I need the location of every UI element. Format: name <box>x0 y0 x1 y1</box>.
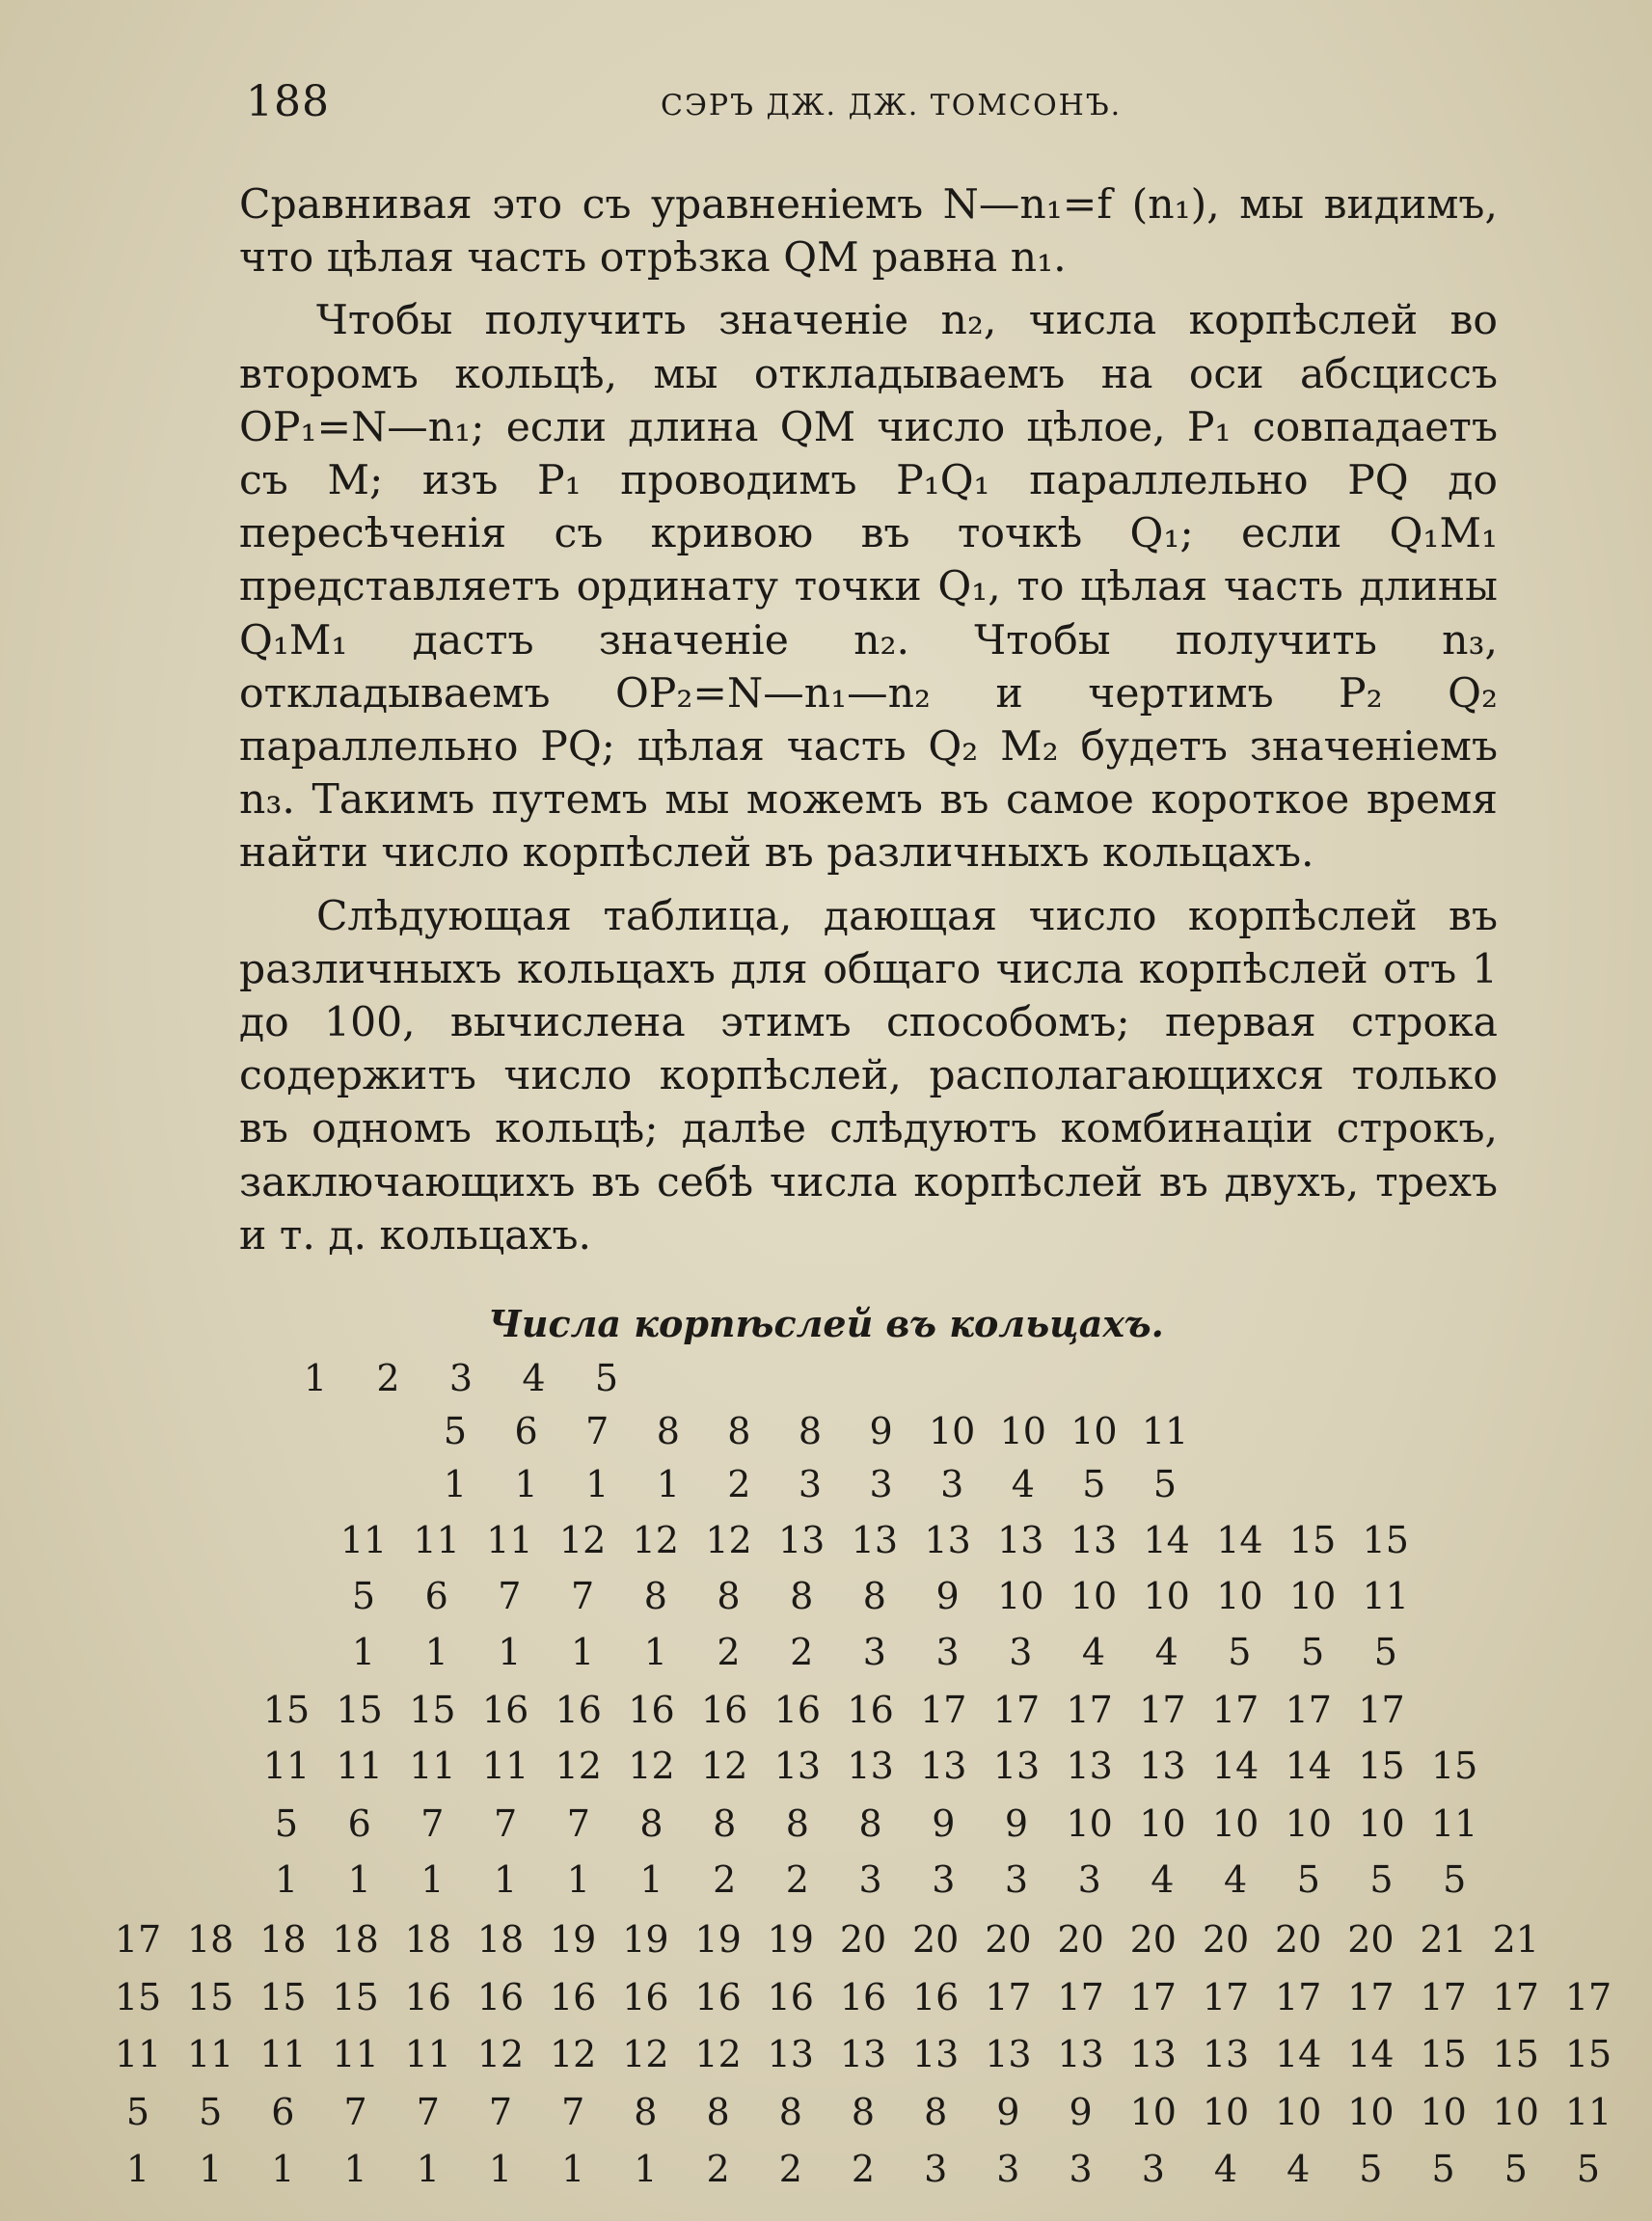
table-cell: 1 <box>125 2148 150 2190</box>
table-cell: 5 <box>443 1410 468 1452</box>
table-cell: 12 <box>705 1519 752 1561</box>
table-cell: 13 <box>1070 1519 1118 1561</box>
table-cell: 13 <box>847 1745 894 1787</box>
table-cell: 10 <box>1420 2091 1467 2133</box>
paragraph: Чтобы получить значеніе n₂, числа корпѣслей во второмъ кольцѣ, мы откладываемъ на оси абсциссъ OP₁=N—n₁; если длина QM число цѣлое, P₁ совпадаетъ съ M; изъ P₁ проводимъ P₁Q₁ параллельно PQ до пересѣченія съ кривою въ точкѣ Q₁; если Q₁M₁ представляетъ ординату точки Q₁, то цѣлая часть длины Q₁M₁ дастъ значеніе n₂. Чтобы получить n₃, откладываемъ OP₂=N—n₁—n₂ и чертимъ P₂ Q₂ параллельно PQ; цѣлая часть Q₂ M₂ будетъ значеніемъ n₃. Такимъ путемъ мы можемъ въ самое короткое время найти число корпѣслей въ различныхъ кольцахъ. <box>239 297 1498 878</box>
table-cell: 15 <box>332 1976 379 2018</box>
table-cell: 7 <box>488 2091 513 2133</box>
table-cell: 16 <box>847 1689 894 1731</box>
table-cell: 13 <box>839 2033 887 2075</box>
table-cell: 9 <box>932 1802 956 1845</box>
table-cell: 13 <box>1202 2033 1250 2075</box>
table-cell: 10 <box>997 1575 1044 1617</box>
table-cell: 5 <box>1228 1631 1252 1673</box>
table-cell: 1 <box>498 1631 522 1673</box>
table-cell: 8 <box>790 1575 814 1617</box>
table-cell: 3 <box>798 1463 823 1505</box>
table-cell: 16 <box>839 1976 887 2018</box>
table-cell: 8 <box>798 1410 823 1452</box>
table-cell: 17 <box>920 1689 967 1731</box>
table-cell: 3 <box>862 1631 886 1673</box>
table-cell: 16 <box>555 1689 602 1731</box>
table-cell: 17 <box>985 1976 1032 2018</box>
table-cell: 1 <box>488 2148 513 2190</box>
table-cell: 6 <box>347 1802 371 1845</box>
table-cell: 3 <box>1141 2148 1165 2190</box>
table-cell: 2 <box>785 1858 809 1901</box>
table-cell: 7 <box>420 1802 445 1845</box>
table-cell: 9 <box>1004 1802 1029 1845</box>
table-cell: 18 <box>259 1918 307 1961</box>
table-cell: 3 <box>1077 1858 1101 1901</box>
table-cell: 14 <box>1285 1745 1332 1787</box>
table-cell: 2 <box>706 2148 730 2190</box>
table-cell: 5 <box>1443 1858 1467 1901</box>
table-cell: 13 <box>920 1745 967 1787</box>
table-cell: 5 <box>1301 1631 1325 1673</box>
table-cell: 8 <box>639 1802 664 1845</box>
table-cell: 4 <box>522 1357 546 1399</box>
table-cell: 16 <box>550 1976 597 2018</box>
table-cell: 10 <box>1070 1410 1118 1452</box>
table-cell: 4 <box>1151 1858 1175 1901</box>
table-cell: 11 <box>259 2033 307 2075</box>
table-cell: 19 <box>767 1918 814 1961</box>
table-cell: 7 <box>343 2091 367 2133</box>
table-cell: 1 <box>514 1463 538 1505</box>
table-cell: 1 <box>494 1858 518 1901</box>
table-cell: 3 <box>924 2148 948 2190</box>
table-cell: 11 <box>404 2033 451 2075</box>
table-cell: 15 <box>1564 2033 1612 2075</box>
table-cell: 17 <box>992 1689 1041 1731</box>
table-cell: 10 <box>1358 1802 1405 1845</box>
table-cell: 12 <box>476 2033 525 2075</box>
table-cell: 8 <box>778 2091 802 2133</box>
table-cell: 1 <box>571 1631 595 1673</box>
table-cell: 5 <box>1082 1463 1106 1505</box>
table-cell: 8 <box>858 1802 882 1845</box>
table-cell: 12 <box>622 2033 669 2075</box>
table-cell: 5 <box>1431 2148 1455 2190</box>
table-cell: 17 <box>1211 1689 1259 1731</box>
table-cell: 5 <box>1576 2148 1601 2190</box>
table-cell: 11 <box>481 1745 529 1787</box>
table-cell: 5 <box>1369 1858 1394 1901</box>
table-cell: 10 <box>1288 1575 1337 1617</box>
table-cell: 11 <box>1141 1410 1189 1452</box>
table-cell: 8 <box>706 2091 730 2133</box>
table-cell: 9 <box>1069 2091 1093 2133</box>
table-cell: 20 <box>839 1918 887 1961</box>
table-cell: 1 <box>643 1631 667 1673</box>
table-cell: 7 <box>566 1802 590 1845</box>
table-cell: 1 <box>420 1858 445 1901</box>
table-cell: 20 <box>912 1918 960 1961</box>
table-cell: 16 <box>701 1689 748 1731</box>
table-cell: 15 <box>1358 1745 1405 1787</box>
table-cell: 11 <box>409 1745 456 1787</box>
table-cell: 5 <box>351 1575 376 1617</box>
table-cell: 19 <box>694 1918 742 1961</box>
table-cell: 10 <box>1492 2091 1539 2133</box>
table-cell: 18 <box>187 1918 234 1961</box>
table-cell: 1 <box>303 1357 328 1399</box>
table-cell: 13 <box>773 1745 822 1787</box>
table-cell: 3 <box>996 2148 1020 2190</box>
table-cell: 5 <box>1373 1631 1397 1673</box>
table-cell: 2 <box>713 1858 737 1901</box>
table-cell: 13 <box>1129 2033 1177 2075</box>
table-cell: 8 <box>785 1802 809 1845</box>
table-cell: 15 <box>1492 2033 1539 2075</box>
table-cell: 10 <box>1216 1575 1263 1617</box>
table-cell: 5 <box>1296 1858 1320 1901</box>
table-cell: 21 <box>1420 1918 1467 1961</box>
table-cell: 6 <box>271 2091 295 2133</box>
table-cell: 6 <box>514 1410 538 1452</box>
table-cell: 5 <box>199 2091 223 2133</box>
table-cell: 1 <box>199 2148 223 2190</box>
table-cell: 11 <box>1362 1575 1409 1617</box>
table-cell: 13 <box>767 2033 814 2075</box>
table-cell: 15 <box>114 1976 162 2018</box>
table-cell: 5 <box>1152 1463 1178 1505</box>
table-cell: 20 <box>1129 1918 1177 1961</box>
table-cell: 13 <box>985 2033 1032 2075</box>
table-cell: 16 <box>622 1976 669 2018</box>
table-cell: 10 <box>1066 1802 1113 1845</box>
table-cell: 5 <box>274 1802 299 1845</box>
table-cell: 7 <box>416 2091 440 2133</box>
table-cell: 15 <box>262 1689 311 1731</box>
table-cell: 17 <box>1358 1689 1405 1731</box>
table-cell: 16 <box>912 1976 960 2018</box>
table-cell: 9 <box>869 1410 893 1452</box>
table-cell: 10 <box>1143 1575 1190 1617</box>
table-cell: 16 <box>628 1689 675 1731</box>
table-cell: 7 <box>561 2091 585 2133</box>
table-cell: 1 <box>416 2148 440 2190</box>
table-cell: 14 <box>1211 1745 1259 1787</box>
table-cell: 1 <box>585 1463 609 1505</box>
table-cell: 9 <box>935 1575 960 1617</box>
table-cell: 2 <box>717 1631 741 1673</box>
table-cell: 17 <box>114 1918 162 1961</box>
table-cell: 3 <box>935 1631 960 1673</box>
table-cell: 3 <box>932 1858 956 1901</box>
table-cell: 15 <box>1420 2033 1467 2075</box>
table-cell: 17 <box>1564 1976 1612 2018</box>
table-cell: 3 <box>869 1463 893 1505</box>
table-cell: 1 <box>561 2148 585 2190</box>
table-cell: 12 <box>555 1745 602 1787</box>
table-cell: 19 <box>622 1918 669 1961</box>
table-cell: 11 <box>1564 2091 1612 2133</box>
table-cell: 11 <box>114 2033 162 2075</box>
table-cell: 3 <box>858 1858 882 1901</box>
table-cell: 17 <box>1275 1976 1322 2018</box>
table-cell: 10 <box>1347 2091 1395 2133</box>
table-cell: 4 <box>1154 1631 1178 1673</box>
table-cell: 3 <box>1009 1631 1033 1673</box>
table-cell: 8 <box>727 1410 751 1452</box>
table-cell: 14 <box>1275 2033 1322 2075</box>
table-cell: 16 <box>481 1689 529 1731</box>
table-cell: 18 <box>476 1918 525 1961</box>
table-cell: 3 <box>1004 1858 1029 1901</box>
table-cell: 17 <box>1347 1976 1395 2018</box>
table-cell: 17 <box>1129 1976 1177 2018</box>
table-cell: 7 <box>498 1575 522 1617</box>
table-cell: 18 <box>332 1918 379 1961</box>
table-cell: 3 <box>1069 2148 1093 2190</box>
table-cell: 1 <box>343 2148 367 2190</box>
table-cell: 6 <box>424 1575 448 1617</box>
table-cell: 16 <box>773 1689 822 1731</box>
table-cell: 12 <box>701 1745 748 1787</box>
table-cell: 13 <box>778 1519 826 1561</box>
paragraph: Сравнивая это съ уравненіемъ N—n₁=f (n₁), мы видимъ, что цѣлая часть отрѣзка QM равна n₁. <box>239 181 1498 283</box>
table-cell: 8 <box>656 1410 680 1452</box>
table-caption: Числа корпѣслей въ кольцахъ. <box>488 1302 1164 1345</box>
table-cell: 12 <box>632 1519 679 1561</box>
table-cell: 1 <box>347 1858 371 1901</box>
table-cell: 15 <box>1431 1745 1478 1787</box>
table-cell: 10 <box>1285 1802 1332 1845</box>
table-cell: 12 <box>694 2033 742 2075</box>
table-cell: 20 <box>1347 1918 1395 1961</box>
table-cell: 13 <box>992 1745 1041 1787</box>
table-cell: 15 <box>187 1976 234 2018</box>
table-cell: 13 <box>1057 2033 1104 2075</box>
table-cell: 11 <box>262 1745 311 1787</box>
table-cell: 5 <box>1503 2148 1528 2190</box>
table-cell: 3 <box>940 1463 964 1505</box>
table-cell: 20 <box>985 1918 1032 1961</box>
table-cell: 13 <box>1066 1745 1113 1787</box>
table-cell: 11 <box>1431 1802 1478 1845</box>
table-cell: 11 <box>187 2033 234 2075</box>
table-cell: 21 <box>1492 1918 1539 1961</box>
table-cell: 1 <box>639 1858 664 1901</box>
table-cell: 12 <box>558 1519 607 1561</box>
table-cell: 15 <box>1288 1519 1337 1561</box>
table-cell: 16 <box>694 1976 742 2018</box>
table-cell: 20 <box>1202 1918 1250 1961</box>
table-cell: 11 <box>332 2033 379 2075</box>
table-cell: 9 <box>996 2091 1020 2133</box>
table-cell: 14 <box>1216 1519 1263 1561</box>
table-cell: 1 <box>566 1858 590 1901</box>
table-cell: 13 <box>1139 1745 1186 1787</box>
table-cell: 13 <box>997 1519 1044 1561</box>
table-cell: 8 <box>924 2091 948 2133</box>
table-cell: 1 <box>424 1631 448 1673</box>
table-cell: 11 <box>413 1519 460 1561</box>
table-cell: 11 <box>486 1519 533 1561</box>
table-cell: 1 <box>656 1463 680 1505</box>
table-cell: 17 <box>1066 1689 1113 1731</box>
table-cell: 12 <box>628 1745 675 1787</box>
table-cell: 17 <box>1057 1976 1104 2018</box>
table-cell: 15 <box>259 1976 307 2018</box>
table-cell: 7 <box>571 1575 595 1617</box>
table-cell: 10 <box>1129 2091 1177 2133</box>
table-cell: 10 <box>1211 1802 1259 1845</box>
table-cell: 4 <box>1286 2148 1311 2190</box>
table-cell: 17 <box>1492 1976 1539 2018</box>
table-cell: 10 <box>1139 1802 1186 1845</box>
table-cell: 19 <box>550 1918 597 1961</box>
paragraph: Слѣдующая таблица, дающая число корпѣслей въ различныхъ кольцахъ для общаго числа корпѣслей отъ 1 до 100, вычислена этимъ способомъ; первая строка содержитъ число корпѣслей, располагающихся только въ одномъ кольцѣ; далѣе слѣдуютъ комбинаціи строкъ, заключающихъ въ себѣ числа корпѣслей въ двухъ, трехъ и т. д. кольцахъ. <box>239 892 1498 1259</box>
table-cell: 10 <box>1070 1575 1118 1617</box>
table-cell: 15 <box>409 1689 456 1731</box>
table-cell: 16 <box>476 1976 525 2018</box>
table-cell: 8 <box>717 1575 741 1617</box>
table-cell: 10 <box>1202 2091 1250 2133</box>
table-cell: 8 <box>634 2091 658 2133</box>
table-cell: 5 <box>125 2091 150 2133</box>
table-cell: 14 <box>1347 2033 1395 2075</box>
table-cell: 10 <box>929 1410 976 1452</box>
table-cell: 1 <box>443 1463 468 1505</box>
table-cell: 13 <box>851 1519 899 1561</box>
table-cell: 8 <box>851 2091 876 2133</box>
table-cell: 3 <box>448 1357 474 1399</box>
table-cell: 2 <box>851 2148 876 2190</box>
table-cell: 15 <box>336 1689 383 1731</box>
table-cell: 4 <box>1213 2148 1238 2190</box>
table-cell: 2 <box>778 2148 802 2190</box>
table-cell: 13 <box>924 1519 971 1561</box>
table-cell: 16 <box>767 1976 814 2018</box>
running-title: СЭРЪ ДЖ. ДЖ. ТОМСОНЪ. <box>661 89 1123 122</box>
table-cell: 8 <box>713 1802 737 1845</box>
table-cell: 8 <box>862 1575 886 1617</box>
table-cell: 10 <box>999 1410 1046 1452</box>
table-cell: 15 <box>1362 1519 1409 1561</box>
table-cell: 16 <box>404 1976 451 2018</box>
table-cell: 4 <box>1224 1858 1248 1901</box>
table-cell: 10 <box>1275 2091 1322 2133</box>
table-cell: 11 <box>339 1519 388 1561</box>
table-cell: 17 <box>1420 1976 1467 2018</box>
table-cell: 4 <box>1011 1463 1035 1505</box>
table-cell: 18 <box>404 1918 451 1961</box>
table-cell: 2 <box>376 1357 400 1399</box>
table-cell: 14 <box>1143 1519 1190 1561</box>
table-cell: 17 <box>1202 1976 1250 2018</box>
table-cell: 5 <box>594 1357 619 1399</box>
table-cell: 1 <box>351 1631 376 1673</box>
table-cell: 20 <box>1275 1918 1322 1961</box>
table-cell: 13 <box>912 2033 960 2075</box>
table-cell: 1 <box>274 1858 299 1901</box>
page-number: 188 <box>246 77 330 126</box>
table-cell: 5 <box>1359 2148 1383 2190</box>
table-cell: 20 <box>1057 1918 1104 1961</box>
table-cell: 2 <box>790 1631 814 1673</box>
table-cell: 1 <box>271 2148 295 2190</box>
table-cell: 11 <box>336 1745 383 1787</box>
table-cell: 7 <box>494 1802 518 1845</box>
table-cell: 4 <box>1081 1631 1106 1673</box>
table-cell: 1 <box>634 2148 658 2190</box>
table-cell: 7 <box>585 1410 609 1452</box>
table-cell: 17 <box>1139 1689 1186 1731</box>
table-cell: 12 <box>550 2033 597 2075</box>
table-cell: 8 <box>643 1575 667 1617</box>
table-cell: 2 <box>727 1463 751 1505</box>
table-cell: 17 <box>1285 1689 1332 1731</box>
